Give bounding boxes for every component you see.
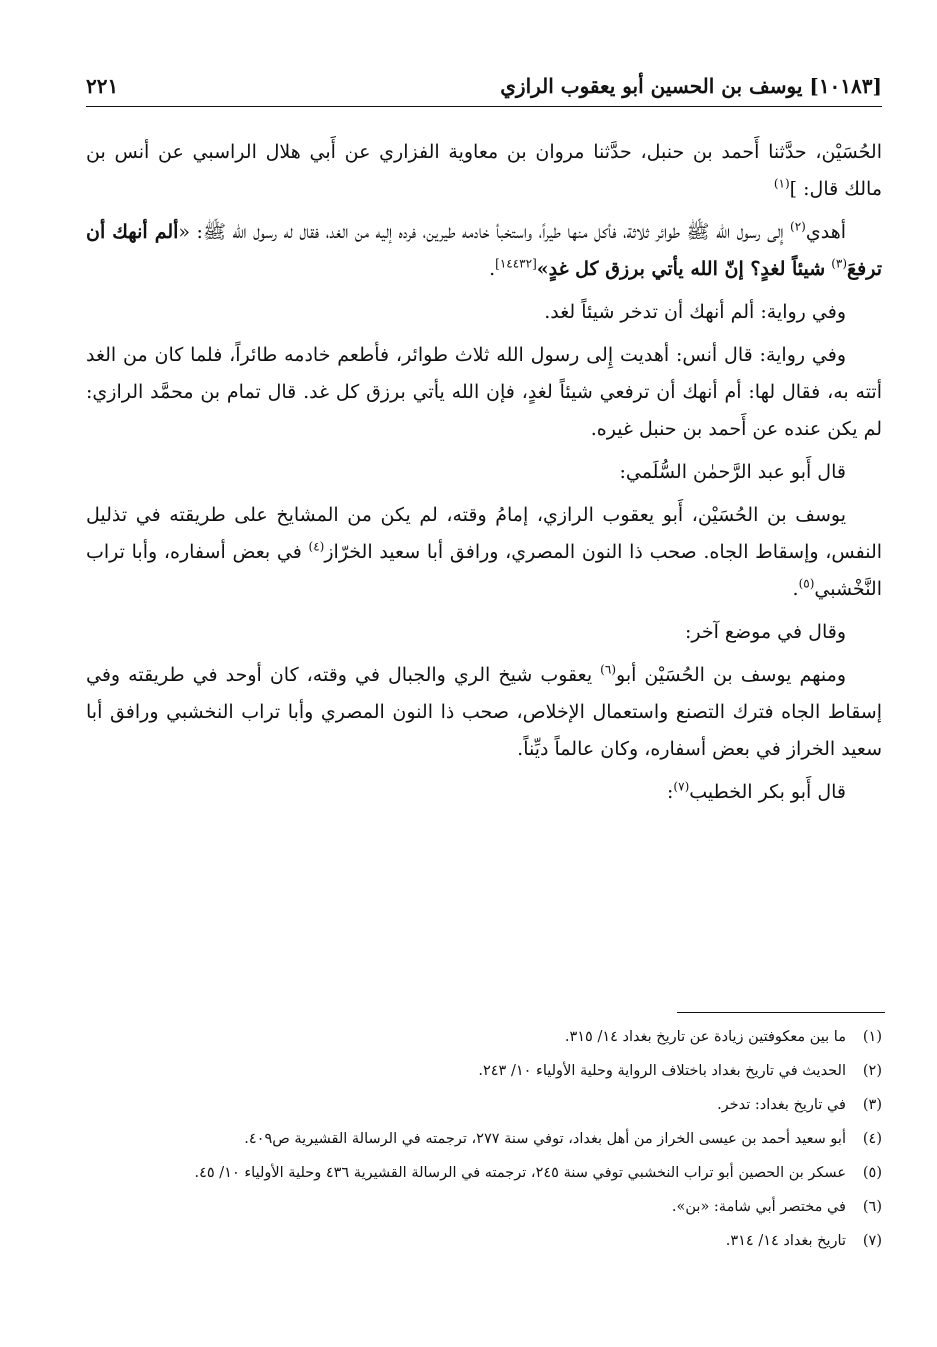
paragraph-9: قال أَبو بكر الخطيب$^{(٧)}$:: [667, 779, 846, 803]
hadith-quote-b: شيئاً لغدٍ؟ إنّ الله يأتي برزق كل غدٍ»: [536, 258, 826, 280]
footnote-text: أبو سعيد أحمد بن عيسى الخراز من أهل بغداد، توفي سنة ٢٧٧، ترجمته في الرسالة القشيرية ص٤٠٩.: [244, 1131, 846, 1147]
paragraph-8: [86, 657, 882, 768]
paragraph-2-text-b: إِلى رسول الله ﷺ طوائر ثلاثة، فأكل منها طيراً، واستخبأ خادمه طيرين، فرده إليه من الغد، فقال له رسول الله ﷺ: «: [178, 221, 784, 243]
footnote-marker-7: (٧): [673, 779, 690, 794]
page-number: ٢٢١: [86, 74, 119, 98]
page-header: [86, 66, 882, 107]
footnote-marker-3: (٣): [831, 256, 848, 271]
footnotes: [86, 1020, 882, 1258]
paragraph-9-text: قال أَبو بكر الخطيب: [689, 781, 846, 803]
paragraph-1-text: الحُسَيْن، حدَّثنا أَحمد بن حنبل، حدَّثنا مروان بن معاوية الفزاري عن أَبي هلال الراسبي عن أنس بن مالك قال: ]: [86, 141, 882, 200]
paragraph-7: وقال في موضع آخر:: [684, 621, 846, 643]
footnote-number: (١): [862, 1029, 882, 1045]
footnote-7: [86, 1224, 882, 1258]
footnote-number: (٥): [862, 1165, 882, 1181]
footnote-2: [86, 1054, 882, 1088]
footnote-number: (٣): [862, 1097, 882, 1113]
footnote-text: عسكر بن الحصين أبو تراب النخشبي توفي سنة ٢٤٥، ترجمته في الرسالة القشيرية ٤٣٦ وحلية الأولياء ١٠/ ٤٥.: [194, 1165, 846, 1181]
paragraph-5: قال أَبو عبد الرَّحمٰن السُّلَمي:: [619, 461, 846, 483]
footnote-marker-4: (٤): [308, 539, 325, 554]
paragraph-6-text-a: يوسف بن الحُسَيْن، أَبو يعقوب الرازي، إمامُ وقته، لم يكن من المشايخ على طريقته في تذليل النفس، وإسقاط الجاه. صحب ذا النون المصري، ورافق أبا سعيد الخرّاز: [86, 504, 883, 563]
footnote-number: (٧): [862, 1233, 882, 1249]
paragraph-6-text-b: في بعض أسفاره، وأبا تراب النَّخْشبي: [86, 541, 882, 600]
main-text: [86, 134, 882, 817]
footnote-text: في مختصر أبي شامة: «بن».: [671, 1199, 846, 1215]
hadith-number: [١٤٤٣٢]: [495, 256, 537, 271]
footnote-number: (٤): [862, 1131, 882, 1147]
footnote-divider: [677, 1012, 885, 1013]
footnote-3: [86, 1088, 882, 1122]
footnote-4: [86, 1122, 882, 1156]
footnote-text: ما بين معكوفتين زيادة عن تاريخ بغداد ١٤/ ٣١٥.: [564, 1029, 846, 1045]
footnote-text: الحديث في تاريخ بغداد باختلاف الرواية وحلية الأولياء ١٠/ ٢٤٣.: [478, 1063, 846, 1079]
footnote-marker-2: (٢): [790, 219, 806, 234]
footnote-number: (٢): [862, 1063, 882, 1079]
paragraph-3: وفي رواية: ألم أنهك أن تدخر شيئاً لغد.: [544, 301, 846, 323]
footnote-5: [86, 1156, 882, 1190]
paragraph-8-text-b: يعقوب شيخ الري والجبال في وقته، كان أوحد في طريقته وفي إسقاط الجاه فترك التصنع واستعمال الإخلاص، صحب ذا النون المصري وأبا تراب النخشبي ورافق أبا سعيد الخراز في بعض أسفاره، وكان عالماً ديِّناً.: [86, 664, 882, 760]
paragraph-2-text-a: أهدي: [805, 221, 846, 243]
footnote-marker-1: (١): [773, 176, 790, 191]
paragraph-6: يوسف بن الحُسَيْن، أَبو يعقوب الرازي، إمامُ وقته، لم يكن من المشايخ على طريقته في تذليل النفس، وإسقاط الجاه. صحب ذا النون المصري، ورافق أبا سعيد الخرّاز$^{(٤)}$ في بعض أسفاره، وأبا تراب النَّخْشبي$^{(٥)}$.: [86, 504, 883, 600]
footnote-text: تاريخ بغداد ١٤/ ٣١٤.: [725, 1233, 846, 1249]
footnote-marker-5: (٥): [798, 576, 815, 591]
paragraph-2: أهدي$^{(٢)}$ إِلى رسول الله ﷺ طوائر ثلاثة، فأكل منها طيراً، واستخبأ خادمه طيرين، فرده إليه من الغد، فقال له رسول الله ﷺ: «ألم أنهك أن ترفعَ$^{(٣)}$ شيئاً لغدٍ؟ إنّ الله يأتي برزق كل غدٍ»[١٤٤٣٢].: [86, 219, 882, 280]
paragraph-1: [86, 134, 882, 208]
footnote-marker-6: (٦): [600, 662, 616, 677]
running-title: [١٠١٨٣] يوسف بن الحسين أبو يعقوب الرازي: [500, 74, 882, 98]
footnote-6: [86, 1190, 882, 1224]
hadith-quote-a: ألم أنهك أن ترفعَ: [86, 221, 882, 280]
paragraph-4: وفي رواية: قال أنس: أهديت إِلى رسول الله ثلاث طوائر، فأطعم خادمه طائراً، فلما كان من الغد أتته به، فقال لها: أم أنهك أن ترفعي شيئاً لغدٍ، فإن الله يأتي برزق كل غد. قال تمام بن محمَّد الرازي: لم يكن عنده عن أَحمد بن حنبل غيره.: [86, 344, 883, 440]
footnote-number: (٦): [862, 1199, 882, 1215]
footnote-1: [86, 1020, 882, 1054]
footnote-text: في تاريخ بغداد: تدخر.: [717, 1097, 846, 1113]
paragraph-8-text-a: ومنهم يوسف بن الحُسَيْن أبو: [616, 664, 847, 686]
